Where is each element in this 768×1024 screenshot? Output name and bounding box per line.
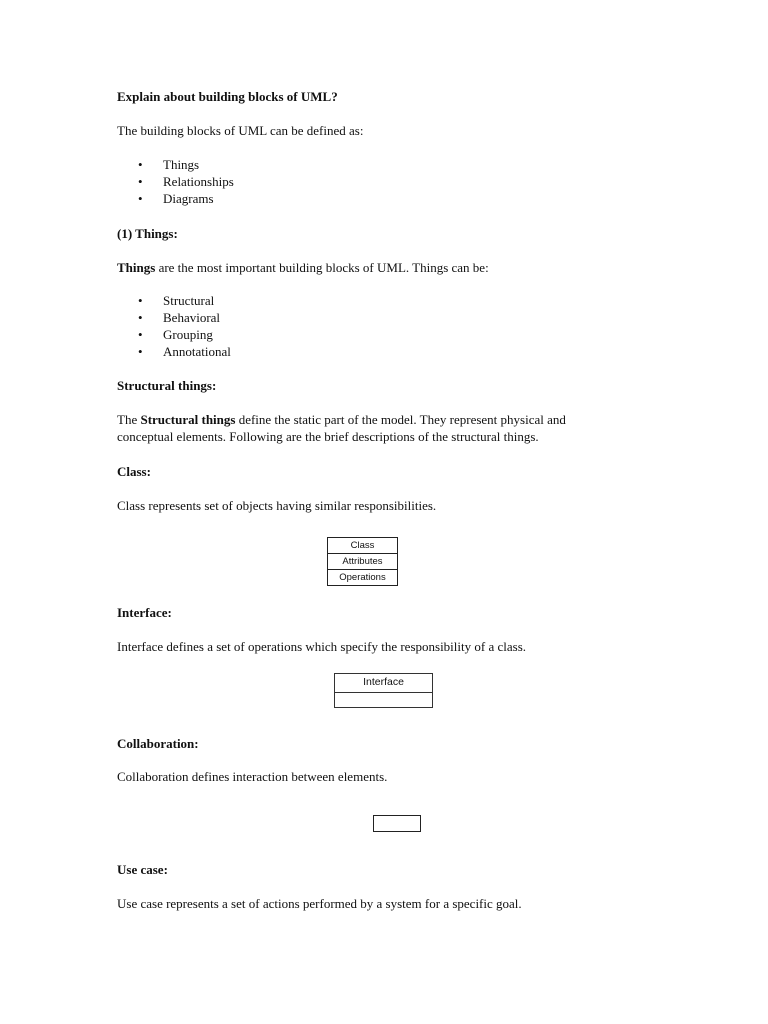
things-kinds-list xyxy=(138,292,231,360)
usecase-description: Use case represents a set of actions performed by a system for a specific goal. xyxy=(117,896,522,911)
interface-heading: Interface: xyxy=(117,605,172,620)
list-item: • Annotational xyxy=(138,343,231,360)
interface-description: Interface defines a set of operations which specify the responsibility of a class. xyxy=(117,639,526,654)
class-diagram xyxy=(327,537,398,586)
list-item: • Relationships xyxy=(138,173,234,190)
collaboration-description: Collaboration defines interaction between elements. xyxy=(117,769,388,784)
page-title: Explain about building blocks of UML? xyxy=(117,89,338,104)
structural-line-1 xyxy=(117,411,566,428)
structural-line-2: conceptual elements. Following are the brief descriptions of the structural things. xyxy=(117,429,539,444)
blocks-list xyxy=(138,156,234,207)
list-item: • Behavioral xyxy=(138,309,231,326)
structural-pre: The xyxy=(117,412,141,427)
class-diagram-name: Class xyxy=(328,538,397,554)
usecase-heading: Use case: xyxy=(117,862,168,877)
structural-heading: Structural things: xyxy=(117,378,217,393)
collaboration-heading: Collaboration: xyxy=(117,736,199,751)
things-heading: (1) Things: xyxy=(117,226,178,241)
list-item: • Diagrams xyxy=(138,190,234,207)
list-item: • Things xyxy=(138,156,234,173)
list-item: • Structural xyxy=(138,292,231,309)
interface-diagram xyxy=(334,673,433,708)
class-description: Class represents set of objects having similar responsibilities. xyxy=(117,498,437,513)
things-lead-bold: Things xyxy=(117,260,156,275)
things-lead-rest: are the most important building blocks of UML. Things can be: xyxy=(155,260,489,275)
class-diagram-operations: Operations xyxy=(339,572,386,583)
structural-bold: Structural things xyxy=(140,412,236,427)
collaboration-diagram xyxy=(373,815,421,832)
interface-diagram-label: Interface xyxy=(335,674,432,693)
list-item: • Grouping xyxy=(138,326,231,343)
structural-rest: define the static part of the model. They represent physical and xyxy=(235,412,566,427)
things-lead xyxy=(117,259,489,276)
class-heading: Class: xyxy=(117,464,151,479)
class-diagram-attributes: Attributes xyxy=(328,554,397,570)
interface-diagram-body xyxy=(335,693,432,707)
intro-text: The building blocks of UML can be defined as: xyxy=(117,123,364,138)
